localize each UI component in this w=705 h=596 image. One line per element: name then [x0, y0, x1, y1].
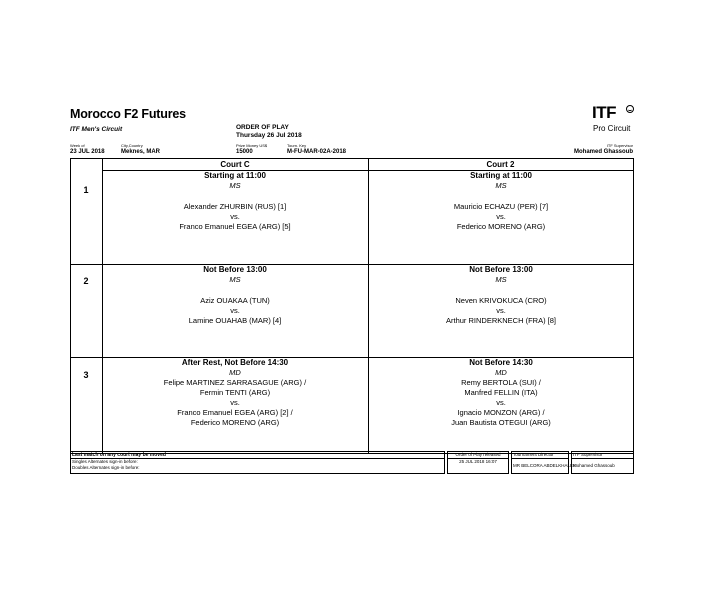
player-line: Aziz OUAKAA (TUN) — [200, 296, 270, 305]
schedule-grid — [70, 158, 634, 454]
match-cell — [103, 171, 367, 232]
supervisor-value: Mohamed Ghassoub — [573, 149, 633, 155]
row-number: 1 — [83, 185, 89, 195]
released-value: 25 JUL 2018 16:07 — [459, 459, 497, 464]
row-number: 2 — [83, 276, 89, 286]
player-line: Fermin TENTI (ARG) — [199, 388, 271, 397]
footer-note: Last match on any court may be moved — [71, 452, 444, 459]
director-label: Tournament Director — [512, 452, 568, 459]
prize-value: 15000 — [236, 149, 253, 155]
start-time: Not Before 14:30 — [469, 358, 533, 367]
tournament-title: Morocco F2 Futures — [70, 107, 186, 121]
player-line: Felipe MARTINEZ SARRASAGUE (ARG) / — [163, 378, 307, 387]
city-value: Meknes, MAR — [121, 149, 161, 155]
city-label: City,Country — [121, 143, 143, 148]
event-type: MS — [229, 275, 241, 284]
itf-logo-text: ITF — [592, 103, 616, 122]
prize-label: Prize Money US$ — [236, 143, 268, 148]
match-cell — [103, 265, 367, 326]
match-cell — [103, 358, 367, 428]
footer-notes — [70, 451, 445, 474]
court-2-header: Court 2 — [368, 159, 633, 171]
player-line: Arthur RINDERKNECH (FRA) [8] — [445, 316, 556, 325]
doubles-alternates: Doubles Alternates sign-in before: — [72, 464, 140, 470]
vs-line: vs. — [496, 212, 506, 221]
circuit-name: ITF Men's Circuit — [70, 126, 123, 133]
event-type: MS — [495, 275, 507, 284]
event-type: MS — [495, 181, 507, 190]
vs-line: vs. — [230, 398, 240, 407]
player-line: Mauricio ECHAZU (PER) [7] — [453, 202, 549, 211]
singles-alternates: Singles Alternates sign-in before: — [72, 459, 138, 464]
player-line: Neven KRIVOKUCA (CRO) — [455, 296, 547, 305]
itf-supervisor-value: Mohamed Ghassoub — [573, 463, 615, 468]
row-number: 3 — [83, 370, 89, 380]
player-line: Manfred FELLIN (ITA) — [464, 388, 538, 397]
itf-logo — [590, 104, 636, 136]
player-line: Alexander ZHURBIN (RUS) [1] — [183, 202, 287, 211]
order-of-play-date: Thursday 26 Jul 2018 — [236, 132, 302, 139]
player-line: Franco Emanuel EGEA (ARG) [2] / — [177, 408, 293, 417]
event-type: MD — [495, 368, 507, 377]
player-line: Federico MORENO (ARG) — [190, 418, 280, 427]
start-time: Not Before 13:00 — [469, 265, 533, 274]
start-time: After Rest, Not Before 14:30 — [181, 358, 289, 367]
vs-line: vs. — [496, 306, 506, 315]
player-line: Ignacio MONZON (ARG) / — [457, 408, 545, 417]
week-value: 23 JUL 2018 — [70, 149, 105, 155]
match-cell — [369, 265, 633, 326]
event-type: MD — [229, 368, 241, 377]
release-box — [447, 451, 509, 474]
tennis-ball-icon — [626, 105, 634, 113]
itf-supervisor-box — [571, 451, 634, 474]
itf-logo-subtitle: Pro Circuit — [593, 124, 631, 133]
order-of-play-heading — [236, 124, 302, 140]
court-c-header: Court C — [102, 159, 368, 171]
player-line: Remy BERTOLA (SUI) / — [461, 378, 541, 387]
start-time: Starting at 11:00 — [204, 171, 266, 180]
vs-line: vs. — [496, 398, 506, 407]
order-of-play-title: ORDER OF PLAY — [236, 124, 289, 131]
start-time: Not Before 13:00 — [203, 265, 267, 274]
director-box — [511, 451, 577, 474]
player-line: Lamine OUAHAB (MAR) [4] — [188, 316, 282, 325]
vs-line: vs. — [230, 306, 240, 315]
player-line: Federico MORENO (ARG) — [456, 222, 546, 231]
supervisor-label: ITF Supervisor — [606, 143, 633, 148]
vs-line: vs. — [230, 212, 240, 221]
player-line: Franco Emanuel EGEA (ARG) [5] — [179, 222, 291, 231]
match-cell — [369, 358, 633, 428]
player-line: Juan Bautista OTEGUI (ARG) — [451, 418, 551, 427]
released-label: Order of Play released — [448, 452, 508, 459]
event-type: MS — [229, 181, 241, 190]
director-value: MR BELCORA ABDELKHALEK — [513, 463, 577, 468]
week-label: Week of — [70, 143, 85, 148]
start-time: Starting at 11:00 — [470, 171, 532, 180]
match-cell — [369, 171, 633, 232]
itf-supervisor-label: ITF Supervisor — [572, 452, 633, 459]
tourn-key-label: Tourn. Key — [287, 143, 307, 148]
tourn-key-value: M-FU-MAR-02A-2018 — [287, 149, 347, 155]
footer — [70, 451, 634, 474]
